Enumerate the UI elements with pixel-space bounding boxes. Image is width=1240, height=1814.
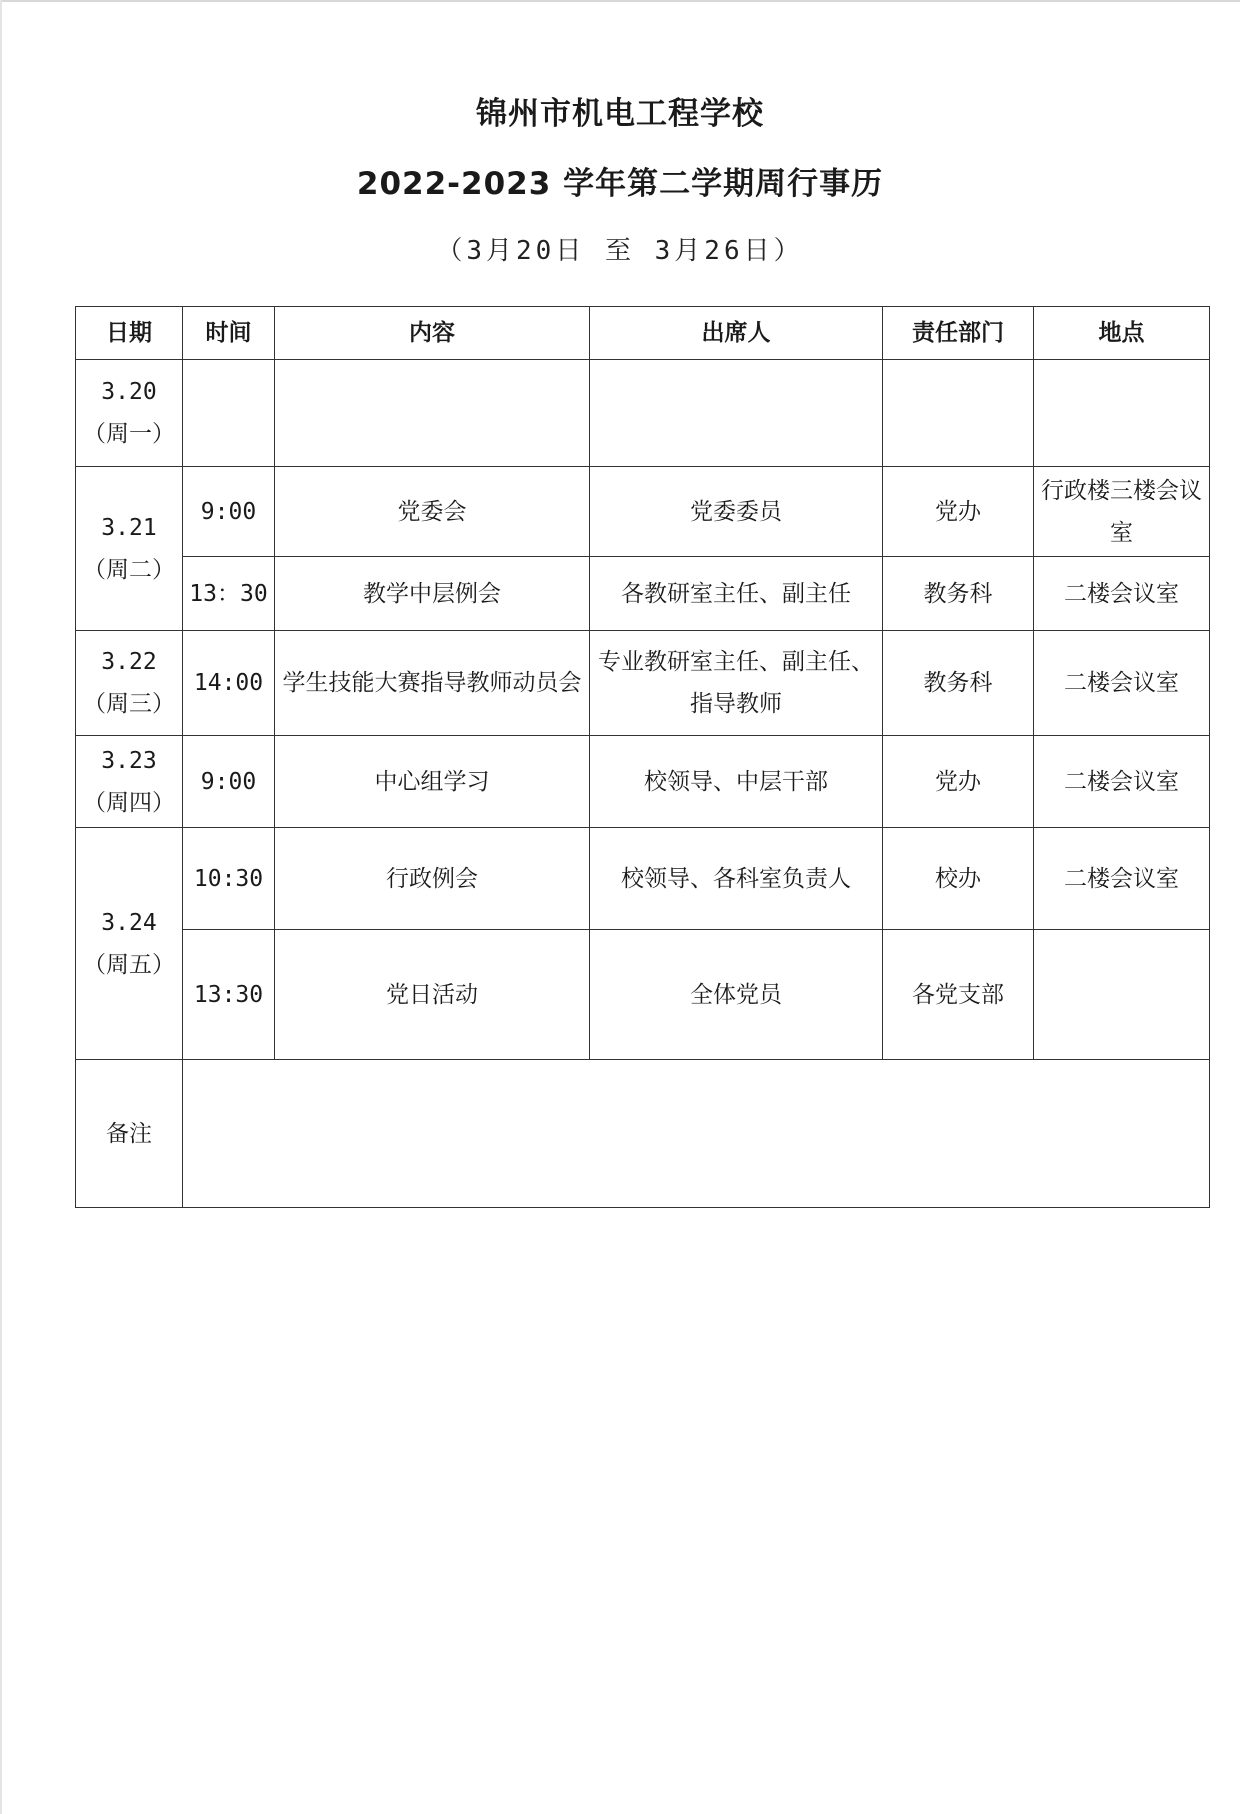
table-row [76, 828, 1210, 930]
weekday: （周四） [83, 789, 175, 816]
content-cell: 党委会 [275, 467, 590, 557]
attendees-cell: 党委委员 [590, 467, 883, 557]
weekday: （周三） [83, 691, 175, 717]
weekday: （周一） [83, 421, 175, 447]
date-cell [76, 828, 183, 1060]
date-range: （3月20日 至 3月26日） [436, 236, 804, 266]
time-cell: 9:00 [183, 736, 275, 828]
table-row [76, 557, 1210, 631]
location-cell: 二楼会议室 [1034, 828, 1210, 930]
table-row [76, 360, 1210, 467]
column-header-location: 地点 [1034, 307, 1210, 360]
remarks-row [76, 1060, 1210, 1208]
column-header-time: 时间 [183, 307, 275, 360]
date-number: 3.21 [101, 514, 157, 541]
attendees-cell: 专业教研室主任、副主任、指导教师 [590, 631, 883, 736]
table-row [76, 467, 1210, 557]
time-cell: 13:30 [183, 930, 275, 1060]
date-number: 3.23 [101, 747, 157, 774]
attendees-cell [590, 360, 883, 467]
attendees-cell: 校领导、中层干部 [590, 736, 883, 828]
table-row [76, 930, 1210, 1060]
content-cell: 中心组学习 [275, 736, 590, 828]
attendees-cell: 校领导、各科室负责人 [590, 828, 883, 930]
column-header-department: 责任部门 [883, 307, 1034, 360]
content-cell [275, 360, 590, 467]
department-cell: 党办 [883, 736, 1034, 828]
date-number: 3.22 [101, 649, 157, 675]
calendar-title: 2022-2023 学年第二学期周行事历 [356, 166, 884, 202]
page-border-top [0, 0, 1240, 2]
remarks-value [183, 1060, 1210, 1208]
time-cell: 14:00 [183, 631, 275, 736]
header-row [76, 307, 1210, 360]
attendees-cell: 全体党员 [590, 930, 883, 1060]
location-cell: 行政楼三楼会议室 [1034, 467, 1210, 557]
school-name: 锦州市机电工程学校 [476, 96, 764, 132]
content-cell: 教学中层例会 [275, 557, 590, 631]
column-header-content: 内容 [275, 307, 590, 360]
location-cell: 二楼会议室 [1034, 557, 1210, 631]
column-header-attendees: 出席人 [590, 307, 883, 360]
date-cell [76, 736, 183, 828]
department-cell: 教务科 [883, 631, 1034, 736]
department-cell: 各党支部 [883, 930, 1034, 1060]
location-cell: 二楼会议室 [1034, 736, 1210, 828]
date-cell [76, 467, 183, 631]
date-number: 3.24 [101, 909, 157, 936]
time-cell: 9:00 [183, 467, 275, 557]
weekday: （周二） [83, 556, 175, 583]
column-header-date: 日期 [76, 307, 183, 360]
remarks-label: 备注 [76, 1060, 183, 1208]
content-cell: 行政例会 [275, 828, 590, 930]
department-cell: 党办 [883, 467, 1034, 557]
date-cell [76, 631, 183, 736]
department-cell [883, 360, 1034, 467]
schedule-table [75, 306, 1210, 1208]
department-cell: 校办 [883, 828, 1034, 930]
content-cell: 学生技能大赛指导教师动员会 [275, 631, 590, 736]
date-cell [76, 360, 183, 467]
date-number: 3.20 [101, 379, 157, 405]
time-cell: 13：30 [183, 557, 275, 631]
table-row [76, 736, 1210, 828]
location-cell [1034, 930, 1210, 1060]
time-cell: 10:30 [183, 828, 275, 930]
location-cell: 二楼会议室 [1034, 631, 1210, 736]
time-cell [183, 360, 275, 467]
weekday: （周五） [83, 951, 175, 978]
table-row [76, 631, 1210, 736]
content-cell: 党日活动 [275, 930, 590, 1060]
page-border-left [0, 0, 2, 1814]
attendees-cell: 各教研室主任、副主任 [590, 557, 883, 631]
department-cell: 教务科 [883, 557, 1034, 631]
location-cell [1034, 360, 1210, 467]
